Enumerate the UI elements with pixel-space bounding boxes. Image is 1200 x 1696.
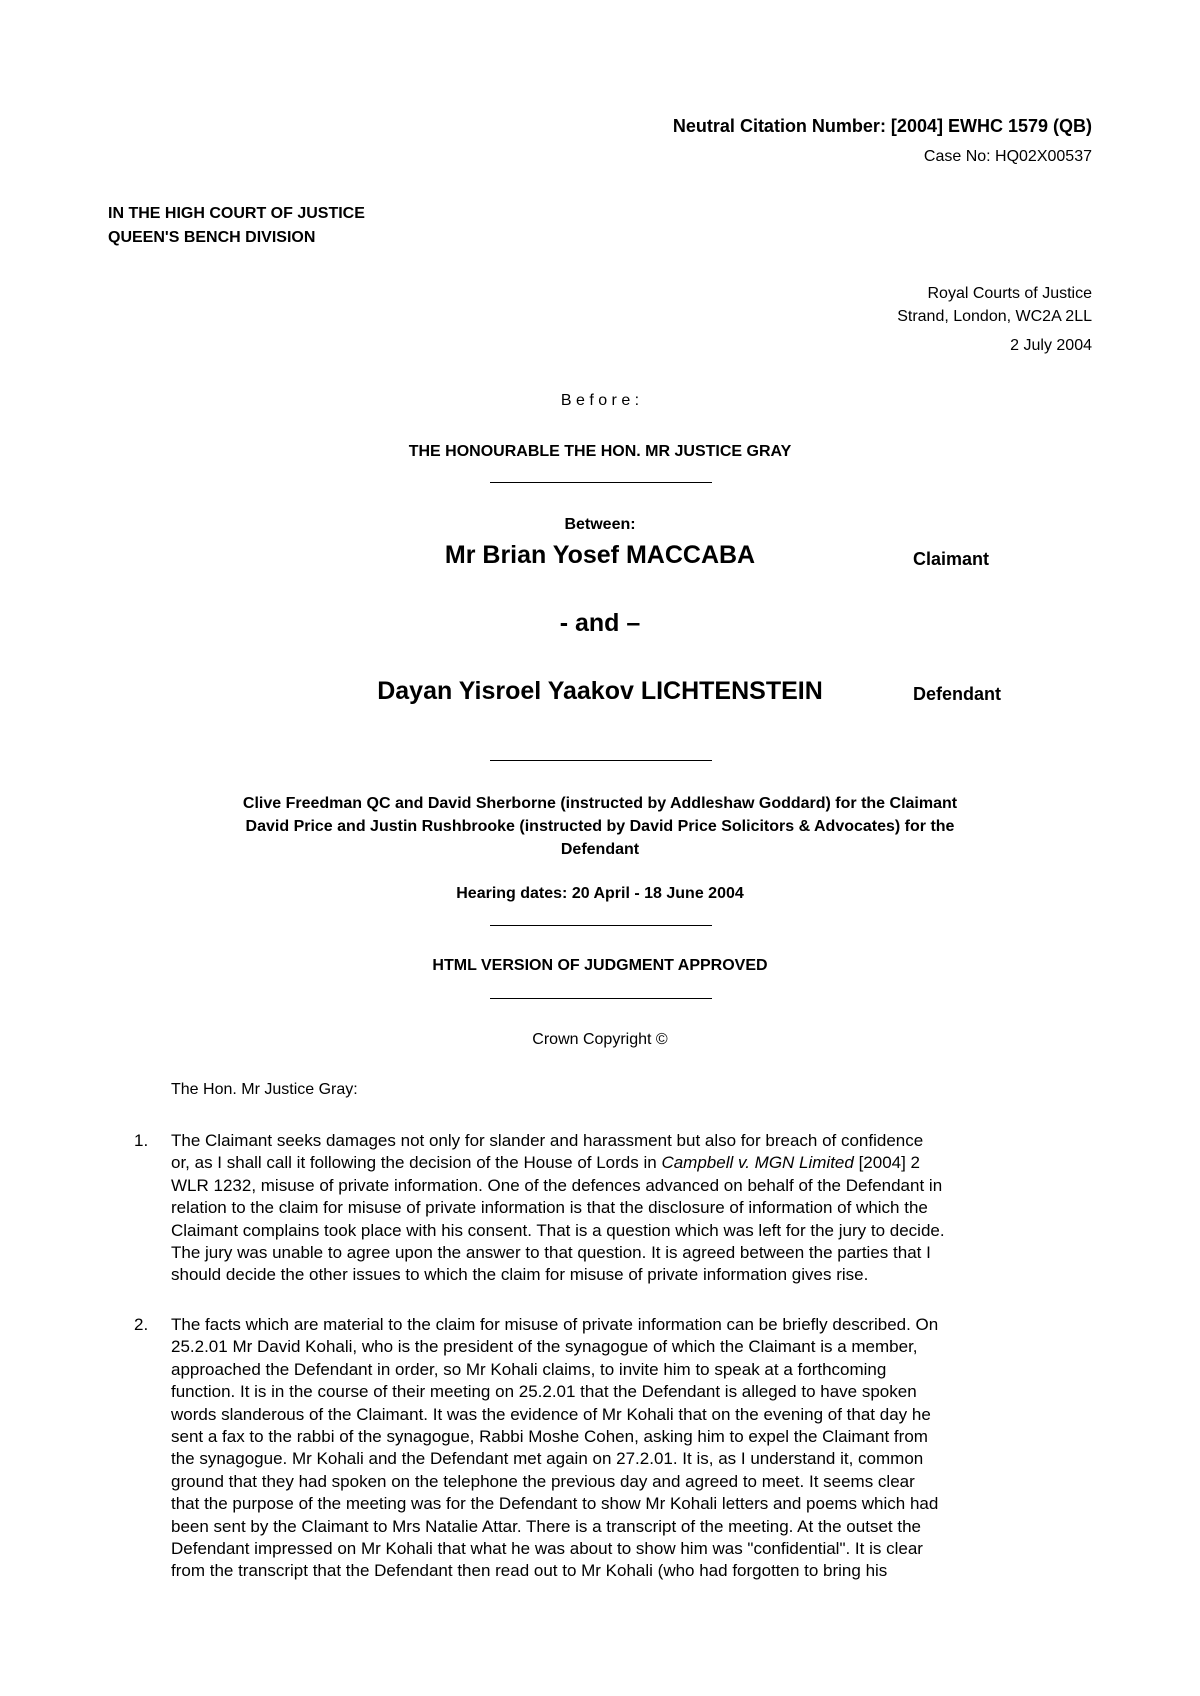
between-label: Between: — [564, 516, 636, 533]
hearing-dates: Hearing dates: 20 April - 18 June 2004 — [456, 885, 744, 902]
divider — [490, 998, 712, 999]
paragraph-line: the synagogue. Mr Kohali and the Defendant met again on 27.2.01. It is, as I understand it, common — [171, 1449, 924, 1469]
paragraph-line: Defendant impressed on Mr Kohali that what he was about to show him was "confidential". It is clear — [171, 1539, 923, 1559]
case-citation: [2004] 2 — [853, 1153, 921, 1173]
counsel-line1: Clive Freedman QC and David Sherborne (instructed by Addleshaw Goddard) for the Claimant — [242, 795, 958, 812]
crown-copyright: Crown Copyright © — [532, 1031, 668, 1048]
paragraph-body — [171, 1130, 1096, 1287]
paragraph-line: from the transcript that the Defendant then read out to Mr Kohali (who had forgotten to bring his — [171, 1561, 888, 1581]
paragraph-line: words slanderous of the Claimant. It was the evidence of Mr Kohali that on the evening of that day he — [171, 1404, 931, 1424]
defendant-role: Defendant — [913, 684, 1002, 704]
paragraph-line: sent a fax to the rabbi of the synagogue, Rabbi Moshe Cohen, asking him to expel the Claimant from — [171, 1427, 928, 1447]
defendant-name: Dayan Yisroel Yaakov LICHTENSTEIN — [377, 677, 823, 705]
judgment-version: HTML VERSION OF JUDGMENT APPROVED — [432, 957, 768, 974]
case-name: Campbell v. MGN Limited — [661, 1153, 854, 1173]
divider — [490, 482, 712, 483]
location-line1: Royal Courts of Justice — [927, 285, 1092, 302]
divider — [490, 925, 712, 926]
counsel-line3: Defendant — [560, 841, 640, 858]
paragraph-line: function. It is in the course of their meeting on 25.2.01 that the Defendant is alleged to have spoken — [171, 1382, 917, 1402]
paragraph-line: 25.2.01 Mr David Kohali, who is the president of the synagogue of which the Claimant is a member, — [171, 1337, 918, 1357]
judgment-date: 2 July 2004 — [1010, 337, 1092, 354]
paragraph-line: The Claimant seeks damages not only for slander and harassment but also for breach of confidence — [171, 1131, 924, 1150]
divider — [490, 760, 712, 761]
paragraph-line: WLR 1232, misuse of private information. One of the defences advanced on behalf of the Defendant in — [171, 1175, 943, 1195]
paragraph-line: that the purpose of the meeting was for the Defendant to show Mr Kohali letters and poems which had — [171, 1494, 939, 1514]
judge-intro: The Hon. Mr Justice Gray: — [171, 1081, 358, 1098]
paragraph-line: should decide the other issues to which the claim for misuse of private information gives rise. — [171, 1265, 869, 1285]
counsel-line2: David Price and Justin Rushbrooke (instructed by David Price Solicitors & Advocates) for the — [245, 818, 955, 835]
judge-name: THE HONOURABLE THE HON. MR JUSTICE GRAY — [408, 443, 792, 460]
case-number: Case No: HQ02X00537 — [923, 148, 1092, 165]
neutral-citation: Neutral Citation Number: [2004] EWHC 1579 (QB) — [672, 116, 1092, 136]
location-line2: Strand, London, WC2A 2LL — [897, 308, 1092, 325]
paragraph-number: 2. — [134, 1315, 149, 1334]
paragraph-number: 1. — [134, 1131, 149, 1150]
paragraph-line-text: or, as I shall call it following the decision of the House of Lords in — [171, 1153, 662, 1173]
paragraph-line: The facts which are material to the claim for misuse of private information can be briefly described. On — [171, 1315, 939, 1334]
paragraph-line: The jury was unable to agree upon the answer to that question. It is agreed between the parties that I — [171, 1243, 931, 1263]
before-label: B e f o r e : — [560, 392, 640, 409]
paragraph-line: been sent by the Claimant to Mrs Natalie Attar. There is a transcript of the meeting. At the outset the — [171, 1516, 921, 1536]
paragraph-line — [171, 1152, 1096, 1174]
paragraph-line: approached the Defendant in order, so Mr Kohali claims, to invite him to speak at a forthcoming — [171, 1359, 887, 1379]
court-name: IN THE HIGH COURT OF JUSTICE — [108, 205, 365, 222]
claimant-role: Claimant — [913, 549, 990, 569]
paragraph-body — [171, 1314, 1096, 1583]
and-label: - and – — [559, 609, 641, 637]
paragraph-line: ground that they had spoken on the telephone the previous day and agreed to meet. It seems clear — [171, 1471, 915, 1491]
claimant-name: Mr Brian Yosef MACCABA — [444, 541, 756, 569]
paragraph-line: relation to the claim for misuse of private information is that the disclosure of information of which the — [171, 1198, 928, 1218]
court-division: QUEEN'S BENCH DIVISION — [108, 229, 316, 246]
paragraph-line: Claimant complains took place with his consent. That is a question which was left for the jury to decide. — [171, 1220, 945, 1240]
